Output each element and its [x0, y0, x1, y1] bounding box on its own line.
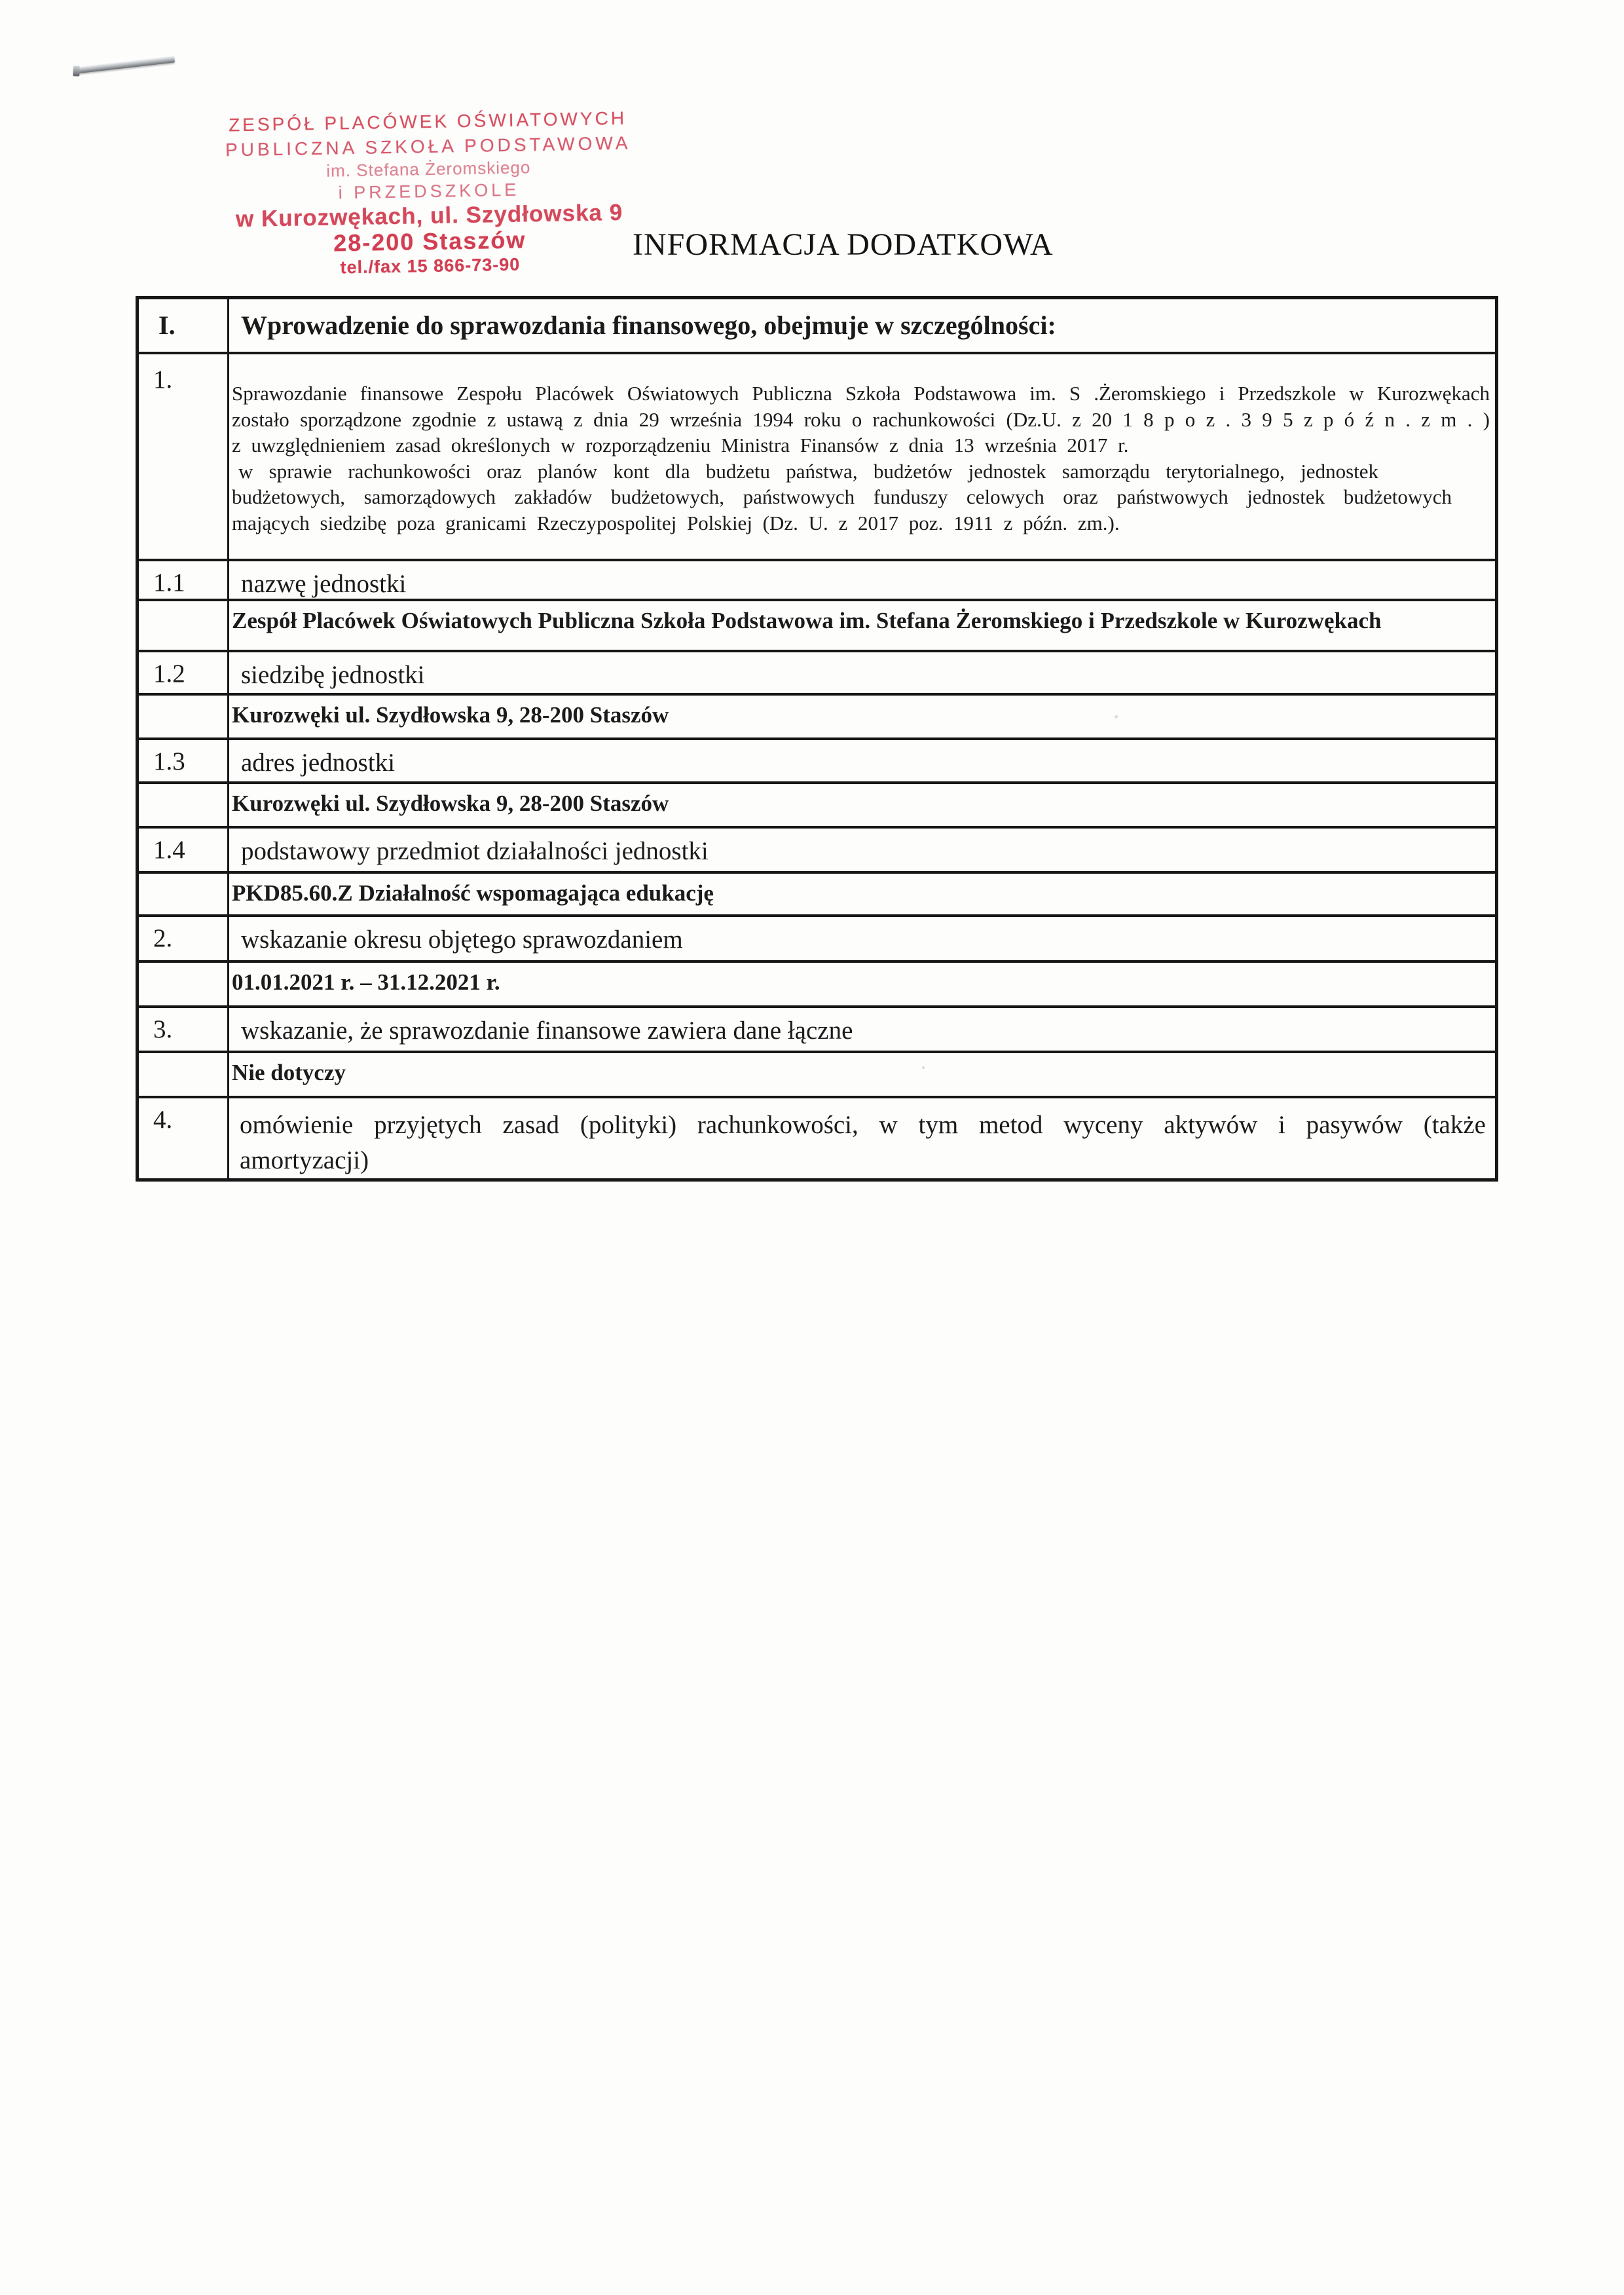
intro-line: zostało sporządzone zgodnie z ustawą z dnia 29 września 1994 roku o rachunkowości (Dz.U. z 20 1 8 p o z . 3 9 5 z p ó ź n . z m . ) [232, 407, 1490, 431]
row-number-cell-empty [139, 1053, 229, 1096]
row-number-cell: 2. [139, 917, 229, 960]
row-number-cell-empty [139, 696, 229, 737]
row-value: Zespół Placówek Oświatowych Publiczna Szkoła Podstawowa im. Stefana Żeromskiego i Przedszkole w Kurozwękach [232, 608, 1382, 633]
row-number-cell: I. [139, 299, 229, 352]
row-number-cell: 1. [139, 354, 229, 559]
row-value: Nie dotyczy [232, 1060, 346, 1085]
table-row-label [139, 826, 1495, 871]
table-row-label [139, 914, 1495, 960]
row-number-cell-empty [139, 601, 229, 650]
row-number-cell: 4. [139, 1098, 229, 1178]
row-number-cell: 1.2 [139, 652, 229, 693]
intro-line: w sprawie rachunkowości oraz planów kont dla budżetu państwa, budżetów jednostek samorządu terytorialnego, jednostek [238, 459, 1378, 483]
stamp-line-org: ZESPÓŁ PLACÓWEK OŚWIATOWYCH [228, 107, 627, 136]
stamp-line-street: w Kurozwękach, ul. Szydłowska 9 [235, 199, 623, 233]
row-number-cell: 1.1 [139, 561, 229, 599]
intro-line: Sprawozdanie finansowe Zespołu Placówek Oświatowych Publiczna Szkoła Podstawowa im. S .Żeromskiego i Przedszkole w Kurozwękach [232, 382, 1490, 405]
row-label: nazwę jednostki [241, 570, 407, 598]
row-number-cell: 1.4 [139, 829, 229, 871]
table-row-value [139, 1051, 1495, 1096]
table-row-label [139, 650, 1495, 693]
row-number-cell: 3. [139, 1008, 229, 1051]
table-row-value [139, 781, 1495, 826]
stamp-line-phone: tel./fax 15 866-73-90 [340, 254, 521, 278]
row-label: adres jednostki [241, 749, 396, 777]
section-header-label: Wprowadzenie do sprawozdania finansowego, obejmuje w szczególności: [241, 310, 1056, 340]
table-row-label [139, 559, 1495, 599]
row-number-cell-empty [139, 963, 229, 1005]
info-table [136, 296, 1498, 1182]
row-label: wskazanie, że sprawozdanie finansowe zawiera dane łączne [241, 1017, 853, 1045]
row-label: podstawowy przedmiot działalności jednostki [241, 837, 709, 865]
label-line: omówienie przyjętych zasad (polityki) rachunkowości, w tym metod wyceny aktywów i pasywów (także [240, 1111, 1486, 1139]
row-value: PKD85.60.Z Działalność wspomagająca edukację [232, 880, 714, 906]
row-value: Kurozwęki ul. Szydłowska 9, 28-200 Staszów [232, 791, 669, 816]
row-value: Kurozwęki ul. Szydłowska 9, 28-200 Staszów [232, 702, 669, 728]
table-row-label [139, 1005, 1495, 1051]
table-row-value [139, 871, 1495, 914]
label-line: amortyzacji) [240, 1146, 369, 1174]
intro-paragraph [229, 354, 1495, 559]
row-label-multiline [229, 1098, 1495, 1178]
stamp-line-preschool: i PRZEDSZKOLE [338, 179, 520, 203]
table-row-label [139, 1096, 1495, 1178]
row-label: wskazanie okresu objętego sprawozdaniem [241, 925, 683, 954]
intro-line: z uwzględnieniem zasad określonych w rozporządzeniu Ministra Finansów z dnia 13 września 2017 r. [232, 434, 1129, 457]
scan-speck [1115, 715, 1118, 718]
row-number-cell-empty [139, 874, 229, 914]
staple [75, 56, 175, 73]
stamp-line-city: 28-200 Staszów [333, 226, 526, 257]
row-number-cell: 1.3 [139, 740, 229, 781]
table-row-label [139, 737, 1495, 781]
page-title: INFORMACJA DODATKOWA [633, 227, 1054, 262]
table-row-value [139, 599, 1495, 650]
intro-line: budżetowych, samorządowych zakładów budżetowych, państwowych funduszy celowych oraz państwowych jednostek budżetowych [232, 485, 1452, 508]
table-row-value [139, 960, 1495, 1005]
intro-line: mających siedzibę poza granicami Rzeczypospolitej Polskiej (Dz. U. z 2017 poz. 1911 z późn. zm.). [232, 511, 1120, 534]
school-rubber-stamp [198, 105, 659, 282]
stamp-line-patron: im. Stefana Żeromskiego [326, 157, 531, 181]
row-value: 01.01.2021 r. – 31.12.2021 r. [232, 969, 500, 995]
table-row-header [139, 299, 1495, 352]
table-row-value [139, 693, 1495, 737]
row-number-cell-empty [139, 784, 229, 826]
scan-speck [922, 1066, 925, 1069]
stamp-line-school: PUBLICZNA SZKOŁA PODSTAWOWA [225, 132, 631, 160]
row-label: siedzibę jednostki [241, 661, 425, 689]
table-row-intro [139, 352, 1495, 559]
